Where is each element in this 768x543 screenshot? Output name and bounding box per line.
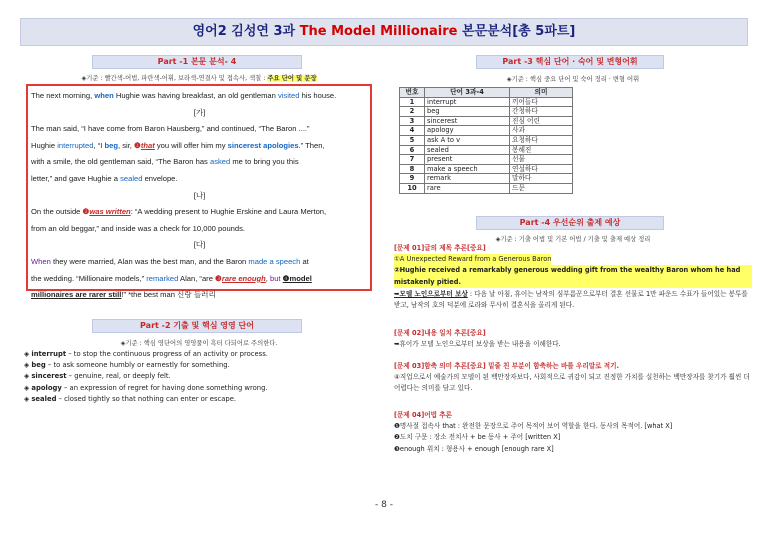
tag-ga: [가] bbox=[193, 107, 206, 117]
passage-line: with a smile, the old gentleman said, “The Baron has asked me to bring you this bbox=[31, 157, 299, 167]
part1-caption: ◈기준 : 빨간색-어법, 파란색-어휘, 보라색-연결사 및 접속사, 색칠 : 주요 단어 및 문장 bbox=[81, 75, 317, 82]
passage-line: The man said, “I have come from Baron Hausberg,” and continued, “The Baron ....” bbox=[31, 124, 310, 134]
passage-line: the wedding. “Millionaire models,” remarked Alan, “are ❸rare enough, but ❹model bbox=[31, 273, 312, 283]
table-row: 8 make a speech 연설하다 bbox=[400, 164, 573, 174]
question-01: [문제 01]글의 제목 추론[중요] ①A Unexpected Reward from a Generous Baron ②Hughie received a remarkably generous wedding gift from the wealthy Baron whom he had mistakenly pitied. ➥모델 노인으로부터 보상 : 다음 날 아침, 휴이는 남작의 심부름꾼으로부터 결혼 선물로 1만 파운드 수표가 들어있는 봉투를 받고, 남작의 호의 덕분에 로라와 무사히 결혼식을 올리게 된다. bbox=[394, 243, 752, 311]
passage-line: Hughie interrupted, “I beg, sir, ❶that you will offer him my sincerest apologies.” Then, bbox=[31, 140, 325, 150]
page-title: 영어2 김성연 3과 The Model Millionaire 본문분석[총 5파트] bbox=[20, 18, 748, 46]
table-row: 5 ask A to v 요청하다 bbox=[400, 135, 573, 145]
table-row: 7 present 선물 bbox=[400, 155, 573, 165]
passage-line: letter,” and gave Hughie a sealed envelope. bbox=[31, 173, 178, 183]
passage-line: On the outside ❷was written: “A wedding present to Hughie Erskine and Laura Merton, bbox=[31, 207, 327, 217]
vocab-list bbox=[24, 349, 374, 405]
part4-header: Part -4 우선순위 출제 예상 bbox=[476, 216, 664, 230]
vocab-item: ◈ apology – an expression of regret for having done something wrong. bbox=[24, 383, 268, 392]
question-04: [문제 04]어법 추론 ❶명사절 접속사 that : 완전한 문장으로 주어 목적어 보어 역할을 한다. 동사의 목적어. [what X] ❷도치 구문 : 장소 전치사 + be 동사 + 주어 [written X] ❸enough 위치 : 형용사 + enough [enough rare X] bbox=[394, 411, 673, 453]
table-row: 3 sincerest 진심 어린 bbox=[400, 116, 573, 126]
part2-caption: ◈기준 : 핵심 영단어의 영영풀이 흑터 다되어로 주의한다. bbox=[120, 340, 278, 347]
passage-line: from an old beggar,” and inside was a check for 10,000 pounds. bbox=[31, 223, 246, 233]
passage-line: The next morning, when Hughie was having breakfast, an old gentleman visited his house. bbox=[31, 91, 337, 100]
table-row: 10 rare 드문 bbox=[400, 183, 573, 193]
vocab-item: ◈ sealed – closed tightly so that nothing can enter or escape. bbox=[24, 394, 237, 403]
table-row: 6 sealed 봉해진 bbox=[400, 145, 573, 155]
question-02: [문제 02]내용 일치 추론[중요] ➥휴이가 모델 노인으로부터 보상을 받는 내용을 이해한다. bbox=[394, 329, 561, 349]
part2-header: Part -2 기출 및 핵심 영영 단어 bbox=[92, 319, 302, 333]
vocab-item: ◈ beg – to ask someone humbly or earnestly for something. bbox=[24, 361, 230, 370]
tag-da: [다] bbox=[193, 240, 206, 250]
part1-header: Part -1 본문 분석- 4 bbox=[92, 55, 302, 69]
table-row: 2 beg 간청하다 bbox=[400, 107, 573, 117]
passage-line: millionaires are rarer still!” *the best man 신랑 들러리 bbox=[31, 290, 216, 300]
table-row: 4 apology 사과 bbox=[400, 126, 573, 136]
passage-line: When they were married, Alan was the best man, and the Baron made a speech at bbox=[31, 256, 309, 266]
page-number: - 8 - bbox=[375, 500, 393, 510]
table-row: 1 interrupt 끼어들다 bbox=[400, 97, 573, 107]
table-header-row: 번호 단어 3과-4 의미 bbox=[400, 88, 573, 98]
question-03: [문제 03]함축 의미 추론[중요] 밑줄 친 부분이 함축하는 바를 우리말로 적기. ④직업으로서 예술가의 모델이 된 백만장자보다, 사회적으로 귀감이 되고 진정한 가치를 실천하는 백만장자를 찾기가 훨씬 더 어렵다는 의미를 담고 있다. bbox=[394, 362, 750, 393]
part3-caption: ◈기준 : 핵심 중요 단어 및 숙어 정리 · 변형 어휘 bbox=[506, 76, 640, 83]
vocab-item: ◈ sincerest – genuine, real, or deeply felt. bbox=[24, 372, 171, 381]
part4-caption: ◈기준 : 기출 어법 및 기본 어법 / 기출 및 출제 예상 정리 bbox=[495, 236, 651, 243]
part3-header: Part -3 핵심 단어 · 숙어 및 변형어휘 bbox=[476, 55, 664, 69]
passage-box bbox=[26, 84, 372, 300]
vocab-item: ◈ interrupt – to stop the continuous progress of an activity or process. bbox=[24, 350, 268, 358]
tag-na: [나] bbox=[193, 190, 206, 200]
word-table bbox=[399, 87, 573, 194]
table-row: 9 remark 말하다 bbox=[400, 174, 573, 184]
